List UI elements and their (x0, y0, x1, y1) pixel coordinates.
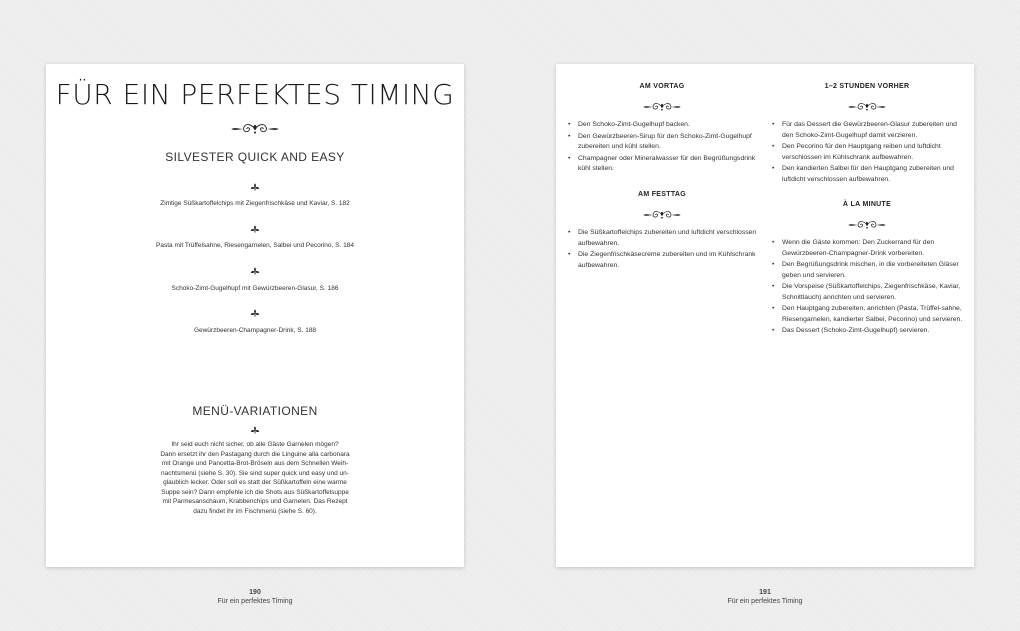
flourish-ornament-icon (227, 122, 283, 136)
fleuron-icon (249, 182, 261, 192)
list-item: • Wenn die Gäste kommen: Den Zuckerrand für den Gewürzbeeren-Champagner-Drink vorbereiten. (782, 238, 966, 259)
fleuron-icon (249, 308, 261, 318)
fleuron-icon (249, 425, 261, 435)
variations-line: glaublich lecker. Oder soll es statt der Süßkartoffeln eine warme (163, 479, 347, 486)
list-item: • Den Begrüßungsdrink mischen, in die vorbereiteten Gläser geben und servieren. (782, 260, 966, 281)
fleuron-icon (249, 224, 261, 234)
variations-title: MENÜ-VARIATIONEN (192, 404, 318, 418)
page-number: 190 (249, 589, 261, 596)
left-page (46, 64, 464, 567)
section-heading-am-vortag: AM VORTAG (639, 83, 685, 90)
task-list-1-2-stunden-vorher (771, 120, 966, 186)
left-footer (155, 589, 355, 605)
list-item: • Die Ziegenfrischkäsecreme zubereiten und im Kühlschrank aufbewahren. (578, 250, 762, 271)
flourish-ornament-icon (640, 101, 684, 113)
section-heading-a-la-minute: À LA MINUTE (842, 201, 892, 208)
variations-line: mit Orange und Pancetta-Brot-Bröseln aus dem Schnellen Weih- (161, 460, 349, 467)
task-list-am-festtag (567, 228, 762, 272)
list-item: • Den Gewürzbeeren-Sirup für den Schoko-Zimt-Gugelhupf zubereiten und kühl stellen. (578, 132, 762, 153)
section-heading-am-festtag: AM FESTTAG (638, 191, 686, 198)
recipe-item: Pasta mit Trüffelsahne, Riesengarnelen, Salbei und Pecorino, S. 184 (156, 242, 354, 249)
variations-line: Suppe sein? Dann empfehle ich die Shots aus Süßkartoffelsuppe (161, 488, 349, 496)
variations-line: nachtsmenü (siehe S. 30). Sie sind super quick und easy und un- (161, 469, 349, 477)
flourish-ornament-icon (640, 209, 684, 221)
list-item: • Die Vorspeise (Süßkartoffelchips, Ziegenfrischkäse, Kaviar, Schnittlauch) anrichten und servieren. (782, 282, 966, 303)
page-number: 191 (759, 589, 771, 596)
flourish-ornament-icon (845, 219, 889, 231)
list-item: • Den Schoko-Zimt-Gugelhupf backen. (578, 120, 762, 131)
recipe-item: Gewürzbeeren-Champagner-Drink, S. 188 (193, 327, 317, 334)
section-heading-1-2-stunden-vorher: 1–2 STUNDEN VORHER (824, 83, 910, 90)
list-item: • Für das Dessert die Gewürzbeeren-Glasur zubereiten und den Schoko-Zimt-Gugelhupf damit verzieren. (782, 120, 966, 141)
footer-title: Für ein perfektes Timing (727, 598, 803, 605)
list-item: • Den kandierten Salbei für den Hauptgang zubereiten und luftdicht verschlossen aufbewahren. (782, 164, 966, 185)
variations-line: Ihr seid euch nicht sicher, ob alle Gäste Garnelen mögen? (171, 441, 339, 448)
footer-title: Für ein perfektes Timing (217, 598, 293, 605)
task-list-am-vortag (567, 120, 762, 176)
page-title: FÜR EIN PERFEKTES TIMING (55, 78, 455, 111)
right-page (556, 64, 974, 567)
flourish-ornament-icon (845, 101, 889, 113)
task-list-a-la-minute (771, 238, 966, 338)
list-item: • Den Hauptgang zubereiten, anrichten (Pasta, Trüffel-sahne, Riesengarnelen, kandierter Salbei, Pecorino) und servieren. (782, 304, 966, 325)
recipe-item: Schoko-Zimt-Gugelhupf mit Gewürzbeeren-Glasur, S. 186 (171, 285, 339, 292)
variations-line: Dann ersetzt ihr den Pastagang durch die Linguine alla carbonara (160, 450, 350, 458)
variations-line: mit Parmesanschaum, Krabbenchips und Garnelen. Das Rezept (162, 498, 348, 505)
menu-subtitle: SILVESTER QUICK AND EASY (165, 150, 345, 164)
right-footer (665, 589, 865, 605)
list-item: • Das Dessert (Schoko-Zimt-Gugelhupf) servieren. (782, 326, 966, 337)
list-item: • Champagner oder Mineralwasser für den Begrüßungsdrink kühl stellen. (578, 154, 762, 175)
list-item: • Die Süßkartoffelchips zubereiten und luftdicht verschlossen aufbewahren. (578, 228, 762, 249)
variations-text (146, 440, 364, 516)
recipe-item: Zimtige Süßkartoffelchips mit Ziegenfrischkäse und Kaviar, S. 182 (160, 200, 350, 207)
list-item: • Den Pecorino für den Hauptgang reiben und luftdicht verschlossen im Kühlschrank aufbewahren. (782, 142, 966, 163)
variations-line: dazu findet ihr im Fischmenü (siehe S. 60). (193, 507, 317, 515)
fleuron-icon (249, 266, 261, 276)
